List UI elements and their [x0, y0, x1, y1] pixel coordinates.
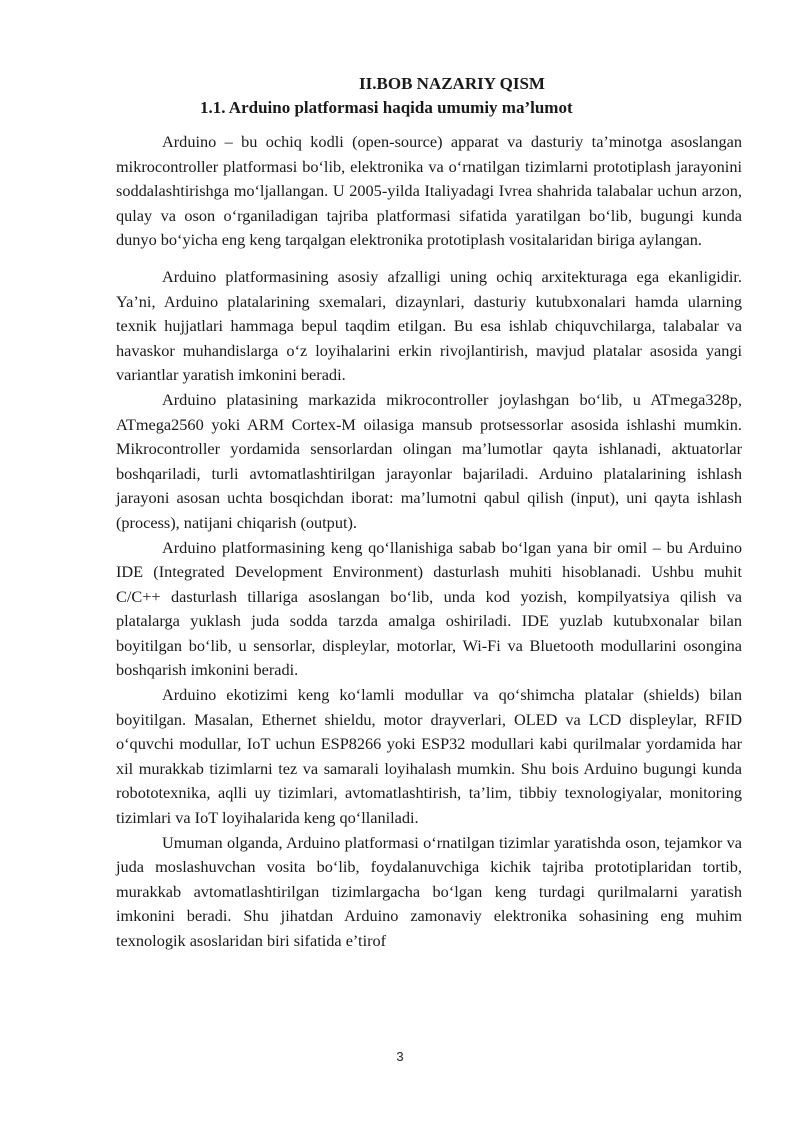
paragraph-ecosystem: Arduino ekotizimi keng ko‘lamli modullar va qo‘shimcha platalar (shields) bilan boyitilgan. Masalan, Ethernet shieldu, motor drayverlari, OLED va LCD displeylar, RFID o‘quvchi modullar, IoT uchun ESP8266 yoki ESP32 modullari kabi qurilmalar yordamida har xil murakkab tizimlarni tez va samarali loyihalash mumkin. Shu bois Arduino bugungi kunda robototexnika, aqlli uy tizimlari, avtomatlashtirish, ta’lim, tibbiy texnologiyalar, monitoring tizimlari va IoT loyihalarida keng qo‘llaniladi. — [116, 685, 742, 828]
paragraph-intro: Arduino – bu ochiq kodli (open-source) apparat va dasturiy ta’minotga asoslangan mikrocontroller platformasi bo‘lib, elektronika va o‘rnatilgan tizimlarni prototiplash jarayonini soddalashtirishga mo‘ljallangan. U 2005-yilda Italiyadagi Ivrea shahrida talabalar uchun arzon, qulay va oson o‘rganiladigan tajriba platformasi sifatida yaratilgan bo‘lib, bugungi kunda dunyo bo‘yicha eng keng tarqalgan elektronika prototiplash vositalaridan biriga aylangan. — [116, 132, 742, 250]
document-page — [116, 72, 742, 954]
page-number: 3 — [396, 1049, 404, 1064]
paragraph-ide: Arduino platformasining keng qo‘llanishiga sabab bo‘lgan yana bir omil – bu Arduino IDE (Integrated Development Environment) dasturlash muhiti hisoblanadi. Ushbu muhit C/C++ dasturlash tillariga asoslangan bo‘lib, unda kod yozish, kompilyatsiya qilish va platalarga yuklash juda sodda tarzda amalga oshiriladi. IDE yuzlab kutubxonalar bilan boyitilgan bo‘lib, u sensorlar, displeylar, motorlar, Wi-Fi va Bluetooth modullarini osongina boshqarish imkonini beradi. — [116, 537, 742, 680]
paragraph-open-architecture: Arduino platformasining asosiy afzalligi uning ochiq arxitekturaga ega ekanligidir. Ya’ni, Arduino platalarining sxemalari, dizaynlari, dasturiy kutubxonalari hamda ularning texnik hujjatlari hammaga bepul taqdim etilgan. Bu esa ishlab chiquvchilarga, talabalar va havaskor muhandislarga o‘z loyihalarini erkin rivojlantirish, mavjud platalar asosida yangi variantlar yaratish imkonini beradi. — [116, 266, 742, 385]
paragraph-conclusion: Umuman olganda, Arduino platformasi o‘rnatilgan tizimlar yaratishda oson, tejamkor va juda moslashuvchan vosita bo‘lib, foydalanuvchiga kichik tajriba prototiplaridan tortib, murakkab avtomatlashtirilgan tizimlargacha bo‘lgan keng turdagi qurilmalarni yaratish imkonini beradi. Shu jihatdan Arduino zamonaviy elektronika sohasining eng muhim texnologik asoslaridan biri sifatida e’tirof — [116, 832, 742, 950]
section-title: 1.1. Arduino platformasi haqida umumiy ma’lumot — [200, 98, 573, 117]
paragraph-microcontroller: Arduino platasining markazida mikrocontroller joylashgan bo‘lib, u ATmega328p, ATmega2560 yoki ARM Cortex-M oilasiga mansub protsessorlar asosida ishlashi mumkin. Mikrocontroller yordamida sensorlardan olingan ma’lumotlar qayta ishlanadi, aktuatorlar boshqariladi, turli avtomatlashtirilgan jarayonlar bajariladi. Arduino platalarining ishlash jarayoni asosan uchta bosqichdan iborat: ma’lumotni qabul qilish (input), uni qayta ishlash (process), natijani chiqarish (output). — [116, 389, 742, 532]
chapter-title: II.BOB NAZARIY QISM — [359, 74, 545, 93]
